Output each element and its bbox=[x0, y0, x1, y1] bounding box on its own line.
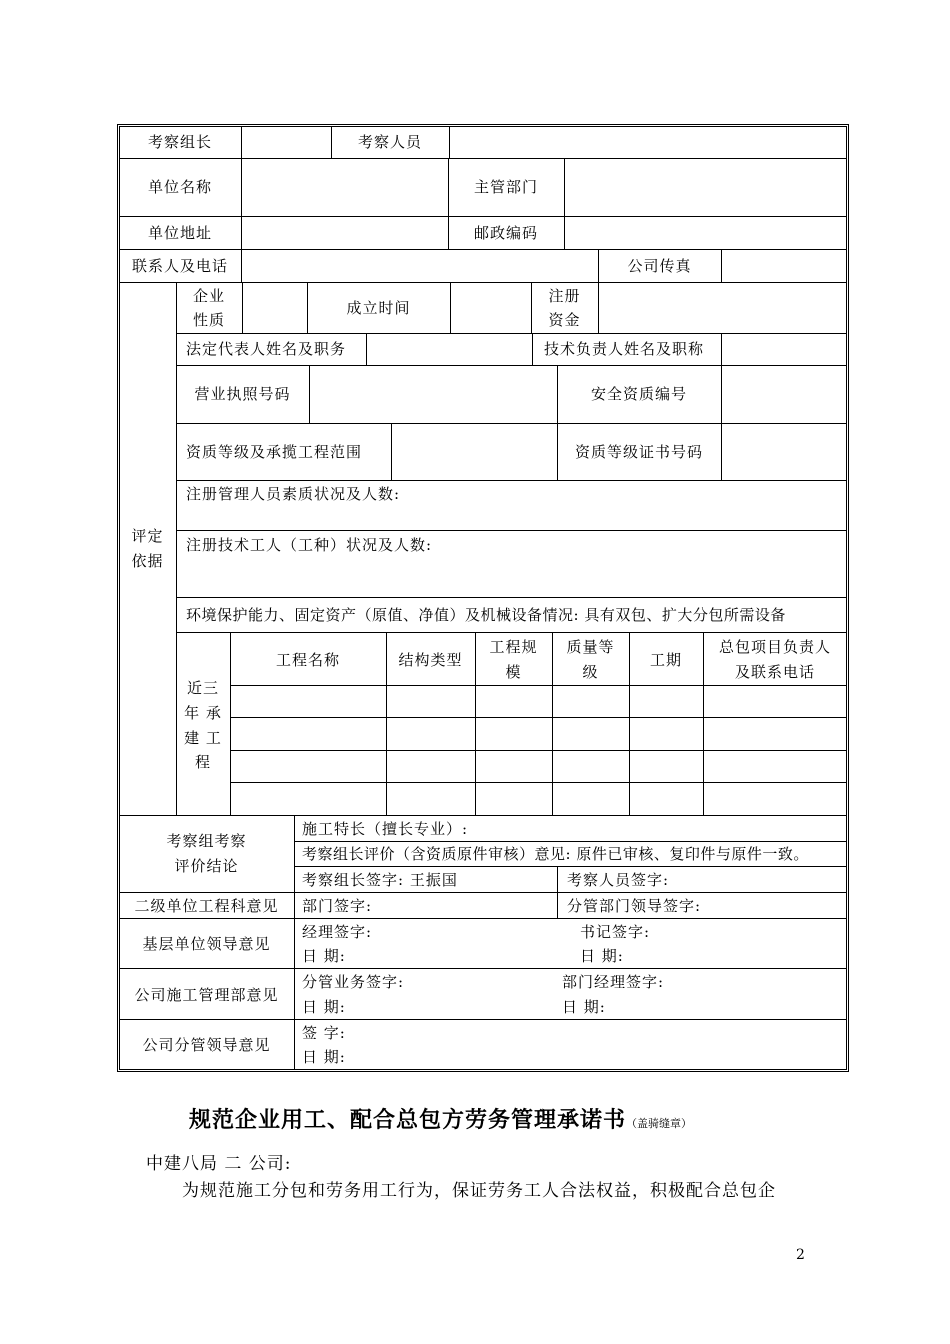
recent-label-line4: 程 bbox=[194, 753, 211, 771]
enterprise-nature-line1: 企业 bbox=[192, 287, 225, 305]
commitment-title-note: （盖骑缝章） bbox=[626, 1117, 693, 1130]
date-d-text: 日 期: bbox=[562, 998, 606, 1016]
commitment-title-text: 规范企业用工、配合总包方劳务管理承诺书 bbox=[189, 1107, 627, 1133]
col-quality-line2: 级 bbox=[582, 663, 599, 681]
date-e-text: 日 期: bbox=[302, 1048, 346, 1066]
license-label: 营业执照号码 bbox=[194, 385, 291, 403]
col-pm-line1: 总包项目负责人 bbox=[718, 638, 831, 656]
leader-label: 考察组长 bbox=[147, 133, 212, 151]
co-mgmt-label: 公司施工管理部意见 bbox=[134, 986, 279, 1004]
col-pm-line2: 及联系电话 bbox=[734, 663, 815, 681]
tech-head-label: 技术负责人姓名及职称 bbox=[544, 340, 705, 358]
commitment-paragraph: 为规范施工分包和劳务用工行为，保证劳务工人合法权益，积极配合总包企 bbox=[182, 1181, 776, 1201]
leader-eval-text: 考察组长评价（含资质原件审核）意见: 原件已审核、复印件与原件一致。 bbox=[302, 845, 809, 863]
col-period: 工期 bbox=[649, 651, 682, 669]
base-unit-label: 基层单位领导意见 bbox=[142, 935, 271, 953]
reg-mgmt-label: 注册管理人员素质状况及人数: bbox=[186, 485, 401, 503]
founded-label: 成立时间 bbox=[346, 299, 411, 317]
secretary-sign-text: 书记签字: bbox=[580, 923, 651, 941]
commitment-title bbox=[189, 1103, 692, 1134]
date-b-text: 日 期: bbox=[580, 947, 624, 965]
sign-text: 签 字: bbox=[302, 1024, 346, 1042]
enterprise-nature-line2: 性质 bbox=[192, 311, 225, 329]
co-leader-label: 公司分管领导意见 bbox=[142, 1036, 271, 1054]
l2-unit-label: 二级单位工程科意见 bbox=[134, 897, 279, 915]
col-scale-line1: 工程规 bbox=[489, 638, 538, 656]
fax-label: 公司传真 bbox=[627, 257, 692, 275]
col-project-name: 工程名称 bbox=[275, 651, 340, 669]
page-number: 2 bbox=[796, 1247, 805, 1263]
address-label: 单位地址 bbox=[147, 224, 212, 242]
conclusion-label-line2: 评价结论 bbox=[174, 857, 239, 875]
date-a-text: 日 期: bbox=[302, 947, 346, 965]
date-c-text: 日 期: bbox=[302, 998, 346, 1016]
leader-sign-text: 考察组长签字: 王振国 bbox=[302, 871, 458, 889]
unit-name-label: 单位名称 bbox=[147, 178, 212, 196]
recent-label-line3: 建 工 bbox=[184, 729, 222, 747]
dept-sign-text: 部门签字: bbox=[302, 897, 373, 915]
grade-scope-label: 资质等级及承揽工程范围 bbox=[186, 443, 363, 461]
specialty-text: 施工特长（擅长专业）: bbox=[302, 820, 469, 838]
dept-mgr-sign-text: 部门经理签字: bbox=[562, 973, 665, 991]
col-quality-line1: 质量等 bbox=[566, 638, 615, 656]
recent-label-line2: 年 承 bbox=[184, 704, 222, 722]
env-equipment-text: 环境保护能力、固定资产（原值、净值）及机械设备情况: 具有双包、扩大分包所需设备 bbox=[186, 606, 786, 624]
conclusion-label-line1: 考察组考察 bbox=[166, 832, 247, 850]
basis-label-line1: 评定 bbox=[131, 527, 164, 545]
recent-label-line1: 近三 bbox=[186, 679, 219, 697]
capital-label-line2: 资金 bbox=[548, 311, 581, 329]
dept-leader-sign-text: 分管部门领导签字: bbox=[567, 897, 702, 915]
col-scale-line2: 模 bbox=[505, 663, 522, 681]
legal-rep-label: 法定代表人姓名及职务 bbox=[186, 340, 347, 358]
safety-cert-label: 安全资质编号 bbox=[590, 385, 687, 403]
col-structure: 结构类型 bbox=[398, 651, 463, 669]
capital-label-line1: 注册 bbox=[548, 287, 581, 305]
postcode-label: 邮政编码 bbox=[473, 224, 538, 242]
contact-label: 联系人及电话 bbox=[131, 257, 228, 275]
grade-cert-label: 资质等级证书号码 bbox=[574, 443, 703, 461]
dept-label: 主管部门 bbox=[473, 178, 538, 196]
commitment-addressee: 中建八局 二 公司: bbox=[146, 1154, 292, 1174]
members-label: 考察人员 bbox=[357, 133, 422, 151]
member-sign-text: 考察人员签字: bbox=[567, 871, 670, 889]
manager-sign-text: 经理签字: bbox=[302, 923, 373, 941]
biz-sign-text: 分管业务签字: bbox=[302, 973, 405, 991]
basis-label-line2: 依据 bbox=[131, 552, 164, 570]
reg-tech-label: 注册技术工人（工种）状况及人数: bbox=[186, 536, 433, 554]
